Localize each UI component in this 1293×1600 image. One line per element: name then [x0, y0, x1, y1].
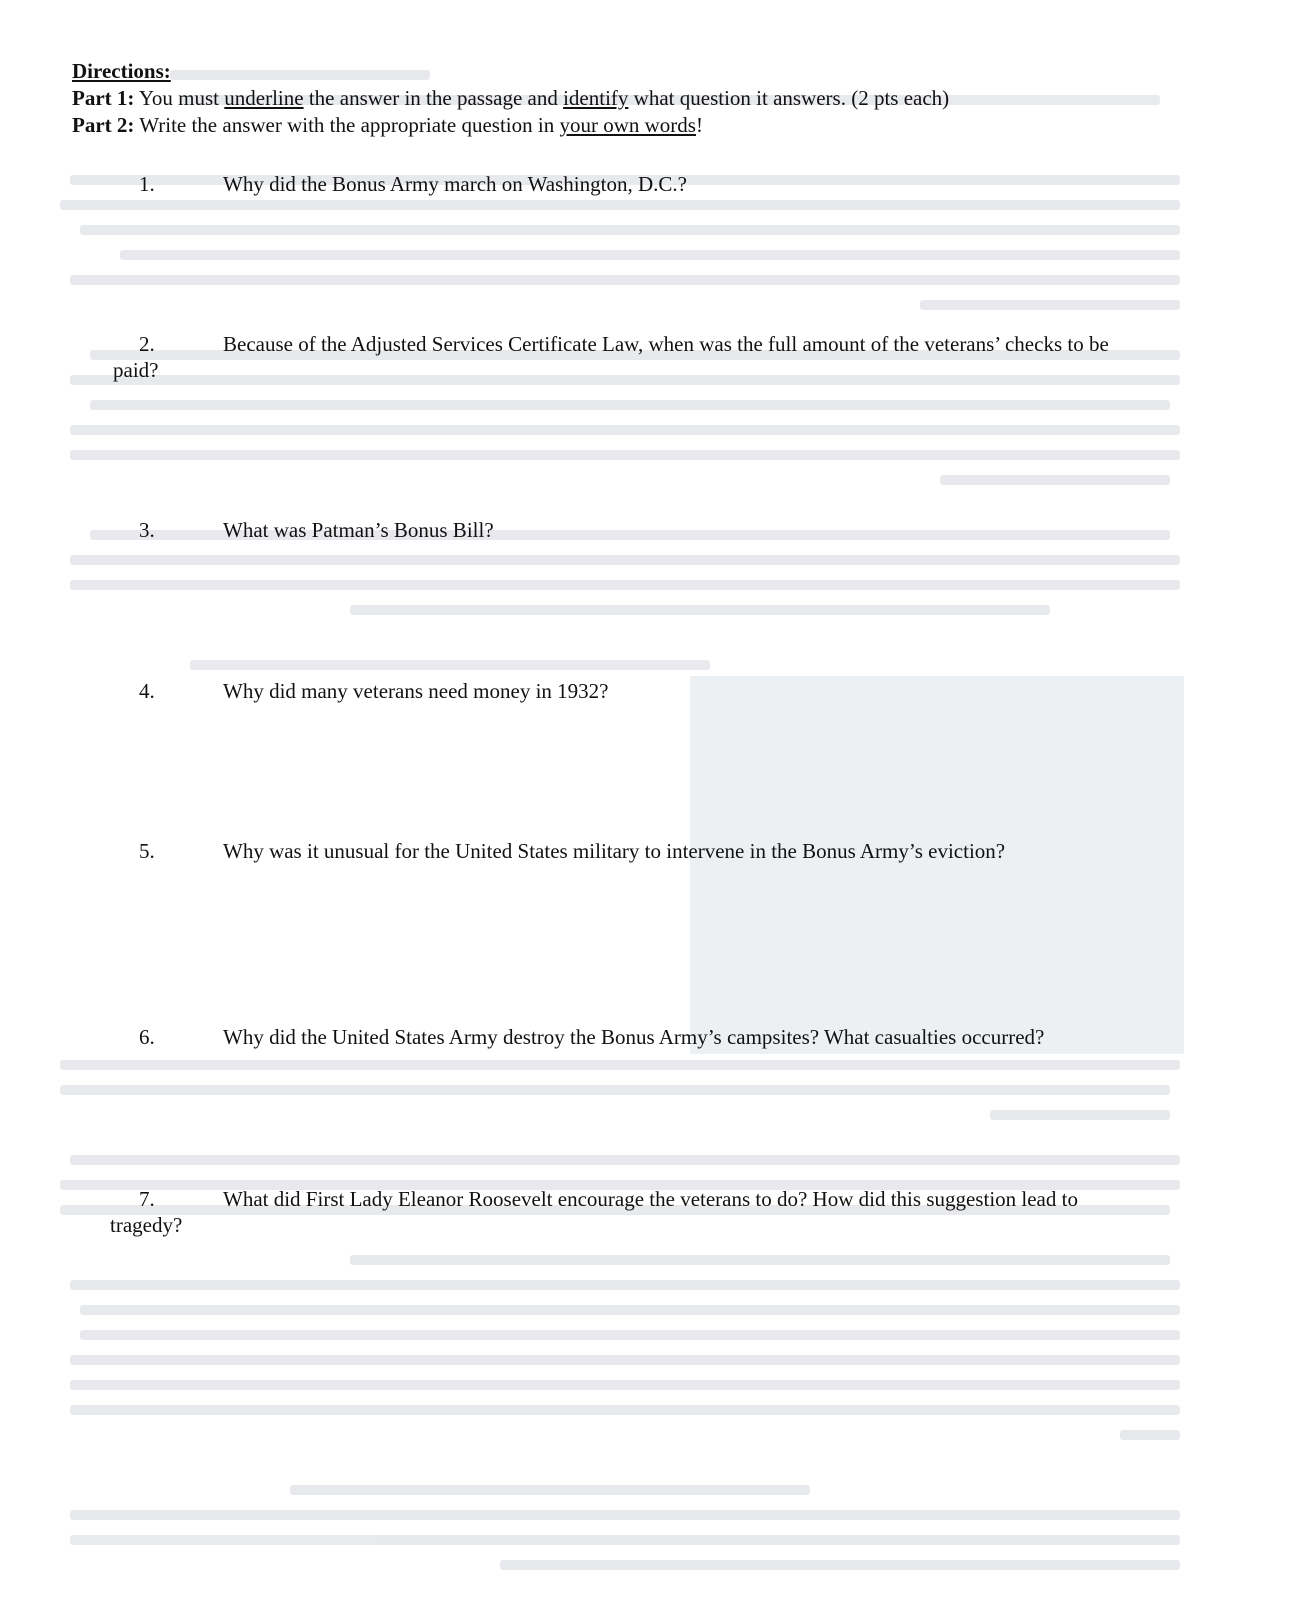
- part1-label: Part 1:: [72, 86, 135, 110]
- directions-part1: [72, 85, 949, 112]
- question-number: 7.: [139, 1187, 155, 1211]
- part1-underline-word: underline: [224, 86, 304, 110]
- question-text-continuation: tragedy?: [110, 1213, 183, 1237]
- question-number: 3.: [139, 518, 155, 542]
- part2-label: Part 2:: [72, 113, 135, 137]
- directions-block: [72, 58, 949, 139]
- directions-part2: [72, 112, 949, 139]
- question-4: [139, 678, 1219, 705]
- directions-heading: Directions:: [72, 59, 171, 83]
- question-text: Because of the Adjusted Services Certificate Law, when was the full amount of the veterans’ checks to be: [223, 332, 1109, 356]
- part2-text-after: !: [695, 113, 703, 137]
- question-5: [139, 838, 1219, 865]
- question-text: Why was it unusual for the United States military to intervene in the Bonus Army’s eviction?: [223, 839, 1006, 863]
- part1-text-before: You must: [134, 86, 225, 110]
- question-2-continuation: [113, 357, 1193, 384]
- part1-identify-word: identify: [563, 86, 629, 110]
- question-number: 2.: [139, 332, 155, 356]
- question-number: 5.: [139, 839, 155, 863]
- part2-own-words: your own words: [559, 113, 696, 137]
- question-text: What did First Lady Eleanor Roosevelt encourage the veterans to do? How did this suggestion lead to: [223, 1187, 1078, 1211]
- question-1: [139, 171, 1219, 198]
- question-number: 1.: [139, 172, 155, 196]
- part1-text-after: what question it answers. (2 pts each): [628, 86, 950, 110]
- question-text: What was Patman’s Bonus Bill?: [223, 518, 494, 542]
- question-text: Why did many veterans need money in 1932?: [223, 679, 609, 703]
- question-6: [139, 1024, 1219, 1051]
- question-text-continuation: paid?: [113, 358, 159, 382]
- question-3: [139, 517, 1219, 544]
- question-number: 4.: [139, 679, 155, 703]
- question-text: Why did the United States Army destroy the Bonus Army’s campsites? What casualties occurred?: [223, 1025, 1045, 1049]
- question-7-continuation: [110, 1212, 1190, 1239]
- question-text: Why did the Bonus Army march on Washington, D.C.?: [223, 172, 687, 196]
- part2-text-before: Write the answer with the appropriate question in: [134, 113, 560, 137]
- question-number: 6.: [139, 1025, 155, 1049]
- part1-text-mid: the answer in the passage and: [303, 86, 564, 110]
- question-2: [139, 331, 1219, 358]
- question-7: [139, 1186, 1219, 1213]
